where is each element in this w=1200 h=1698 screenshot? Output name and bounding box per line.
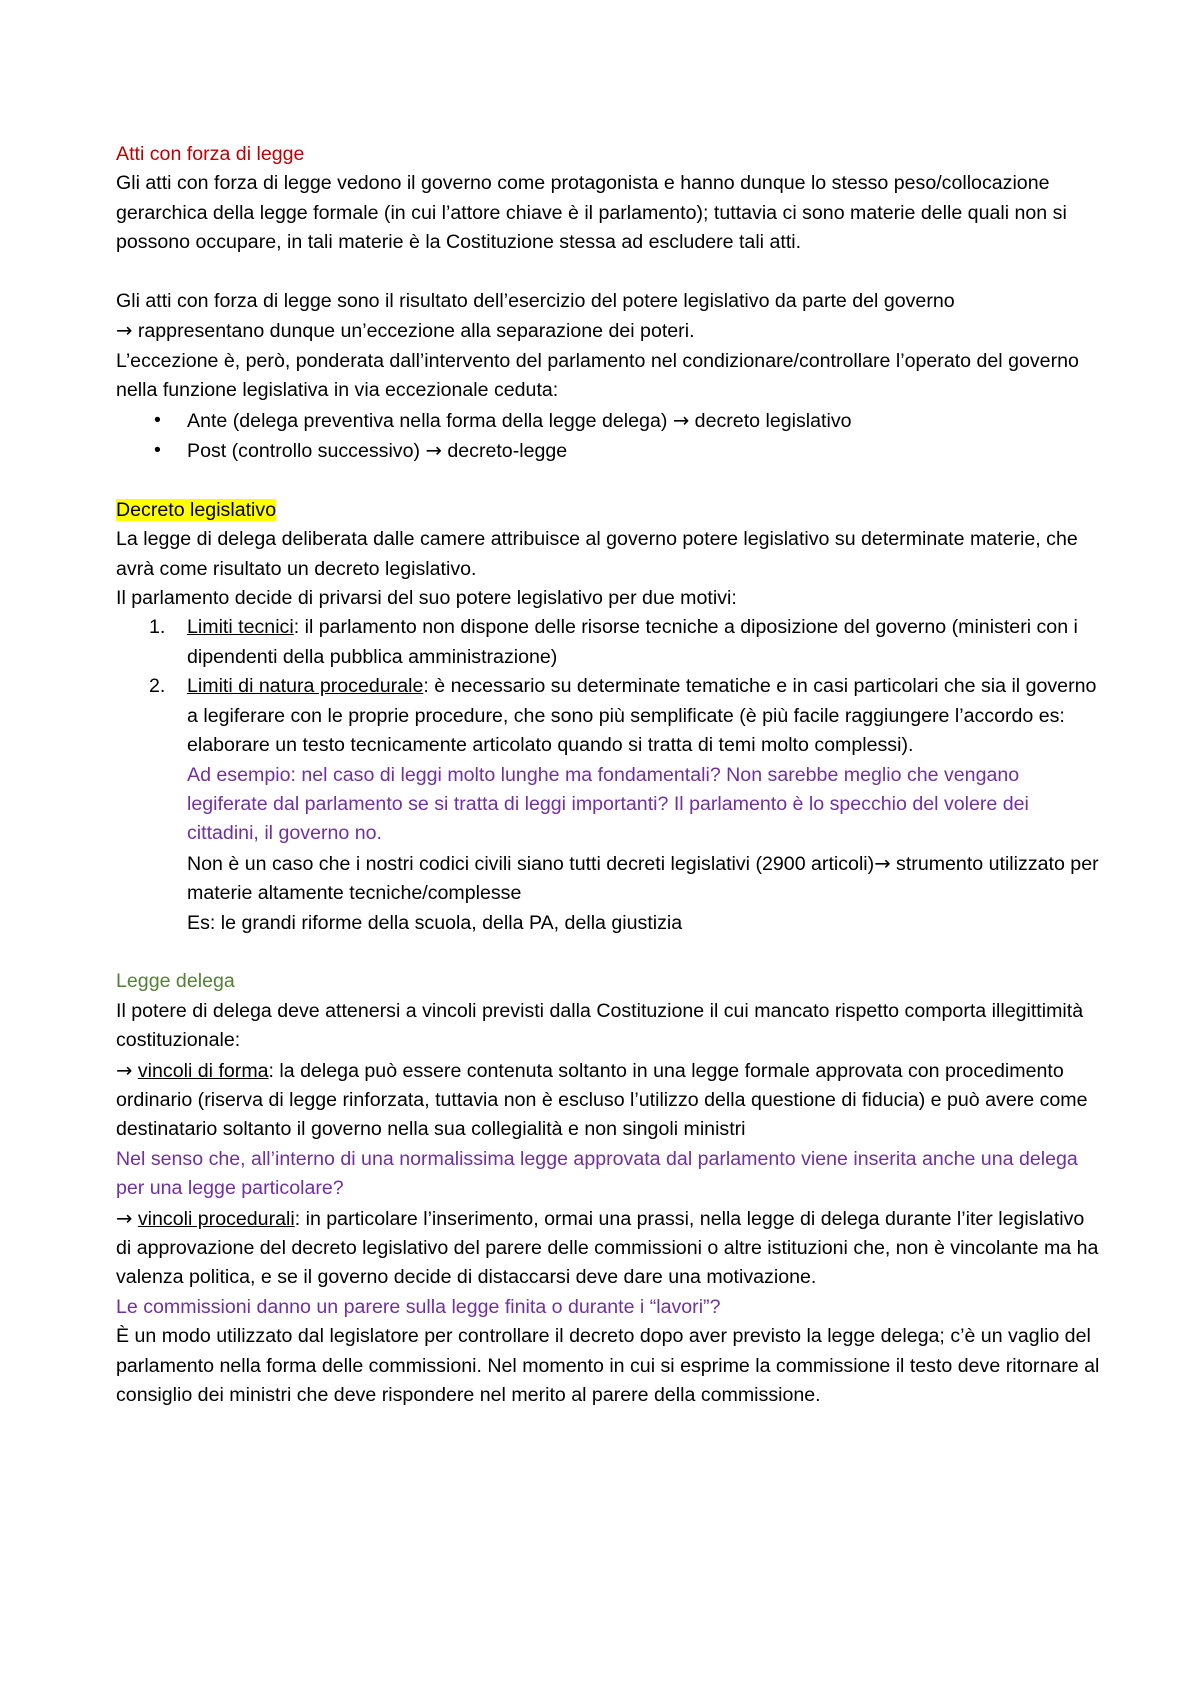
section-heading-atti: Atti con forza di legge [116,143,305,165]
paragraph: L’eccezione è, però, ponderata dall’intervento del parlamento nel condizionare/controllare l’operato del governo nella funzione legislativa in via eccezionale ceduta: [116,349,1079,402]
section-heading-decreto: Decreto legislativo [116,498,277,521]
paragraph: → rappresentano dunque un’eccezione alla separazione dei poteri. [116,319,695,343]
arrow-icon: → [874,851,891,875]
arrow-icon: → [425,439,442,463]
numbered-list [116,613,1102,760]
arrow-icon: → [116,1058,133,1082]
question-note: Le commissioni danno un parere sulla legge finita o durante i “lavori”? [116,1295,721,1318]
arrow-icon: → [116,319,133,343]
paragraph: La legge di delega deliberata dalle camere attribuisce al governo potere legislativo su determinate materie, che avrà come risultato un decreto legislativo. [116,528,1078,580]
bullet-list [116,406,1102,467]
paragraph: È un modo utilizzato dal legislatore per controllare il decreto dopo aver previsto la legge delega; c’è un vaglio del parlamento nella forma delle commissioni. Nel momento in cui si esprime la commissione il testo deve ritornare al consiglio dei ministri che deve rispondere nel merito al parere della commissione. [116,1325,1100,1407]
document-page [116,140,1102,1410]
section-heading-legge-delega: Legge delega [116,970,235,993]
bullet-icon: • [154,439,161,462]
list-item: 2. Limiti di natura procedurale: è necessario su determinate tematiche e in casi particolari che sia il governo a legiferare con le proprie procedure, che sono più semplificate (è più facile raggiungere l’accordo es: elaborare un testo tecnicamente articolato quando si tratta di temi molto complessi). [149,675,1097,757]
question-note: Nel senso che, all’interno di una normalissima legge approvata dal parlamento viene inserita anche una delega per una legge particolare? [116,1147,1078,1200]
paragraph: Gli atti con forza di legge sono il risultato dell’esercizio del potere legislativo da parte del governo [116,290,955,313]
paragraph: Il parlamento decide di privarsi del suo potere legislativo per due motivi: [116,587,737,610]
paragraph: Non è un caso che i nostri codici civili siano tutti decreti legislativi (2900 articoli)→ strumento utilizzato per materie altamente tecniche/complesse [187,851,1099,905]
paragraph: → vincoli di forma: la delega può essere contenuta soltanto in una legge formale approvata con procedimento ordinario (riserva di legge rinforzata, tuttavia non è escluso l’utilizzo della questione di fiducia) e può avere come destinatario soltanto il governo nella sua collegialità e non singoli ministri [116,1058,1088,1141]
bullet-icon: • [154,408,161,431]
list-item: 1. Limiti tecnici: il parlamento non dispone delle risorse tecniche a diposizione del governo (ministeri con i dipendenti della pubblica amministrazione) [149,616,1078,668]
paragraph: Il potere di delega deve attenersi a vincoli previsti dalla Costituzione il cui mancato rispetto comporta illegittimità costituzionale: [116,999,1084,1052]
question-note: Ad esempio: nel caso di leggi molto lunghe ma fondamentali? Non sarebbe meglio che vengano legiferate dal parlamento se si tratta di leggi importanti? Il parlamento è lo specchio del volere dei cittadini, il governo no. [187,763,1029,845]
arrow-icon: → [116,1206,133,1230]
arrow-icon: → [672,408,690,432]
paragraph: → vincoli procedurali: in particolare l’inserimento, ormai una prassi, nella legge di delega durante l’iter legislativo di approvazione del decreto legislativo del parere delle commissioni o altre istituzioni che, non è vincolante ma ha valenza politica, e se il governo decide di distaccarsi deve dare una motivazione. [116,1206,1099,1289]
list-item: • Post (controllo successivo) → decreto-legge [116,436,1102,466]
paragraph: Es: le grandi riforme della scuola, della PA, della giustizia [187,911,683,934]
list-item: • Ante (delega preventiva nella forma della legge delega) → decreto legislativo [116,406,1102,436]
paragraph: Gli atti con forza di legge vedono il governo come protagonista e hanno dunque lo stesso peso/collocazione gerarchica della legge formale (in cui l’attore chiave è il parlamento); tuttavia ci sono materie delle quali non si possono occupare, in tali materie è la Costituzione stessa ad escludere tali atti. [116,172,1067,254]
